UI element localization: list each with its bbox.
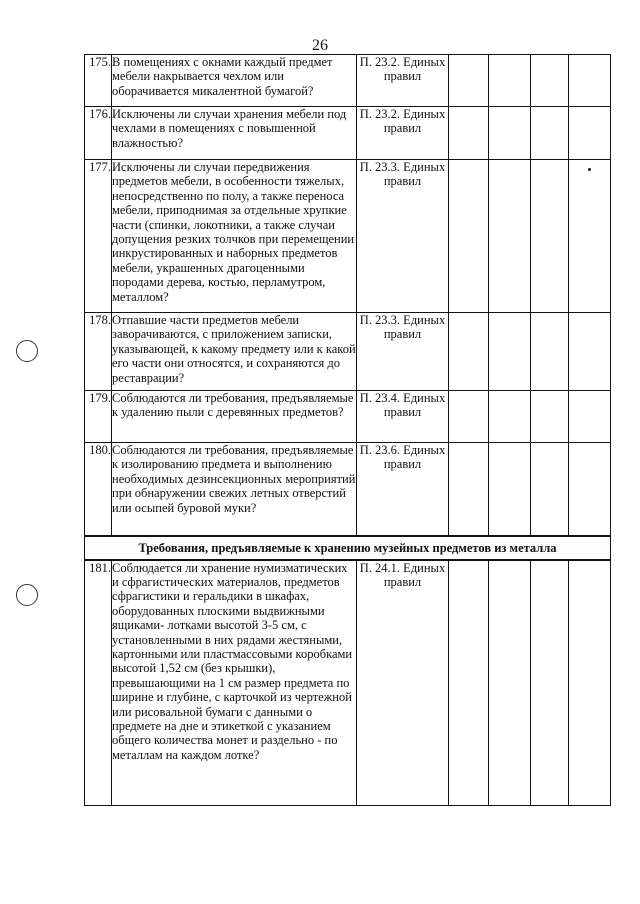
- checklist-table: [84, 54, 611, 806]
- requirement-text: Соблюдаются ли требования, предъявляемые к изолированию предмета и выполнению необходимых дезинсекционных мероприятий при обнаружении свежих летных отверстий или осыпей буровой муки?: [112, 443, 357, 536]
- answer-cell[interactable]: [531, 391, 569, 443]
- rule-reference: П. 24.1. Единых правил: [357, 560, 449, 806]
- answer-cell[interactable]: [449, 55, 489, 107]
- dot-mark-icon: [588, 168, 591, 171]
- answer-cell[interactable]: [569, 160, 611, 313]
- answer-cell[interactable]: [449, 160, 489, 313]
- section-heading: Требования, предъявляемые к хранению музейных предметов из металла: [85, 536, 611, 560]
- checklist-row: [85, 443, 611, 536]
- answer-cell[interactable]: [489, 560, 531, 806]
- checklist-row: [85, 313, 611, 391]
- rows-before-section: [85, 55, 611, 536]
- rule-reference: П. 23.2. Единых правил: [357, 55, 449, 107]
- answer-cell[interactable]: [489, 107, 531, 160]
- answer-cell[interactable]: [489, 313, 531, 391]
- checklist-row: [85, 560, 611, 806]
- requirement-text: В помещениях с окнами каждый предмет мебели накрывается чехлом или оборачивается микалентной бумагой?: [112, 55, 357, 107]
- answer-cell[interactable]: [569, 560, 611, 806]
- requirement-text: Исключены ли случаи хранения мебели под чехлами в помещениях с повышенной влажностью?: [112, 107, 357, 160]
- answer-cell[interactable]: [449, 391, 489, 443]
- answer-cell[interactable]: [531, 560, 569, 806]
- answer-cell[interactable]: [449, 313, 489, 391]
- item-number: 180.: [85, 443, 112, 536]
- item-number: 175.: [85, 55, 112, 107]
- section-row: [85, 536, 611, 560]
- checklist-row: [85, 391, 611, 443]
- answer-cell[interactable]: [449, 107, 489, 160]
- checklist-row: [85, 107, 611, 160]
- rows-after-section: [85, 560, 611, 806]
- item-number: 177.: [85, 160, 112, 313]
- answer-cell[interactable]: [531, 107, 569, 160]
- item-number: 178.: [85, 313, 112, 391]
- rule-reference: П. 23.2. Единых правил: [357, 107, 449, 160]
- answer-cell[interactable]: [489, 443, 531, 536]
- answer-cell[interactable]: [531, 160, 569, 313]
- item-number: 179.: [85, 391, 112, 443]
- binder-hole: [16, 584, 38, 606]
- requirement-text: Отпавшие части предметов мебели заворачиваются, с приложением записки, указывающей, к какому предмету или к какой его части они относятся, и сохраняются до реставрации?: [112, 313, 357, 391]
- page-number: 26: [312, 37, 328, 54]
- rule-reference: П. 23.4. Единых правил: [357, 391, 449, 443]
- item-number: 176.: [85, 107, 112, 160]
- checklist-row: [85, 160, 611, 313]
- checklist-row: [85, 55, 611, 107]
- answer-cell[interactable]: [449, 443, 489, 536]
- answer-cell[interactable]: [489, 391, 531, 443]
- binder-hole: [16, 340, 38, 362]
- requirement-text: Исключены ли случаи передвижения предметов мебели, в особенности тяжелых, непосредственно по полу, а также переноса мебели, приподнимая за отдельные хрупкие части (спинки, локотники, а также случаи допущения резких толчков при перемещении инкрустированных и наборных предметов мебели, украшенных драгоценными породами дерева, костью, перламутром, металлом?: [112, 160, 357, 313]
- answer-cell[interactable]: [489, 160, 531, 313]
- answer-cell[interactable]: [489, 55, 531, 107]
- requirement-text: Соблюдаются ли требования, предъявляемые к удалению пыли с деревянных предметов?: [112, 391, 357, 443]
- item-number: 181.: [85, 560, 112, 806]
- rule-reference: П. 23.6. Единых правил: [357, 443, 449, 536]
- answer-cell[interactable]: [531, 443, 569, 536]
- rule-reference: П. 23.3. Единых правил: [357, 160, 449, 313]
- answer-cell[interactable]: [531, 313, 569, 391]
- answer-cell[interactable]: [449, 560, 489, 806]
- answer-cell[interactable]: [531, 55, 569, 107]
- requirement-text: Соблюдается ли хранение нумизматических и сфрагистических материалов, предметов сфрагистики и геральдики в шкафах, оборудованных плоскими выдвижными ящиками- лотками высотой 3-5 см, с установленными в них рядами жестяными, картонными или пластмассовыми коробками высотой 1,52 см (без крышки), превышающими на 1 см размер предмета по ширине и глубине, с карточкой из чертежной или рисовальной бумаги с данными о предмете на дне и этикеткой с указанием общего количества монет и раздельно - по металлам на каждом лотке?: [112, 560, 357, 806]
- rule-reference: П. 23.3. Единых правил: [357, 313, 449, 391]
- answer-cell[interactable]: [569, 391, 611, 443]
- answer-cell[interactable]: [569, 55, 611, 107]
- answer-cell[interactable]: [569, 443, 611, 536]
- answer-cell[interactable]: [569, 313, 611, 391]
- answer-cell[interactable]: [569, 107, 611, 160]
